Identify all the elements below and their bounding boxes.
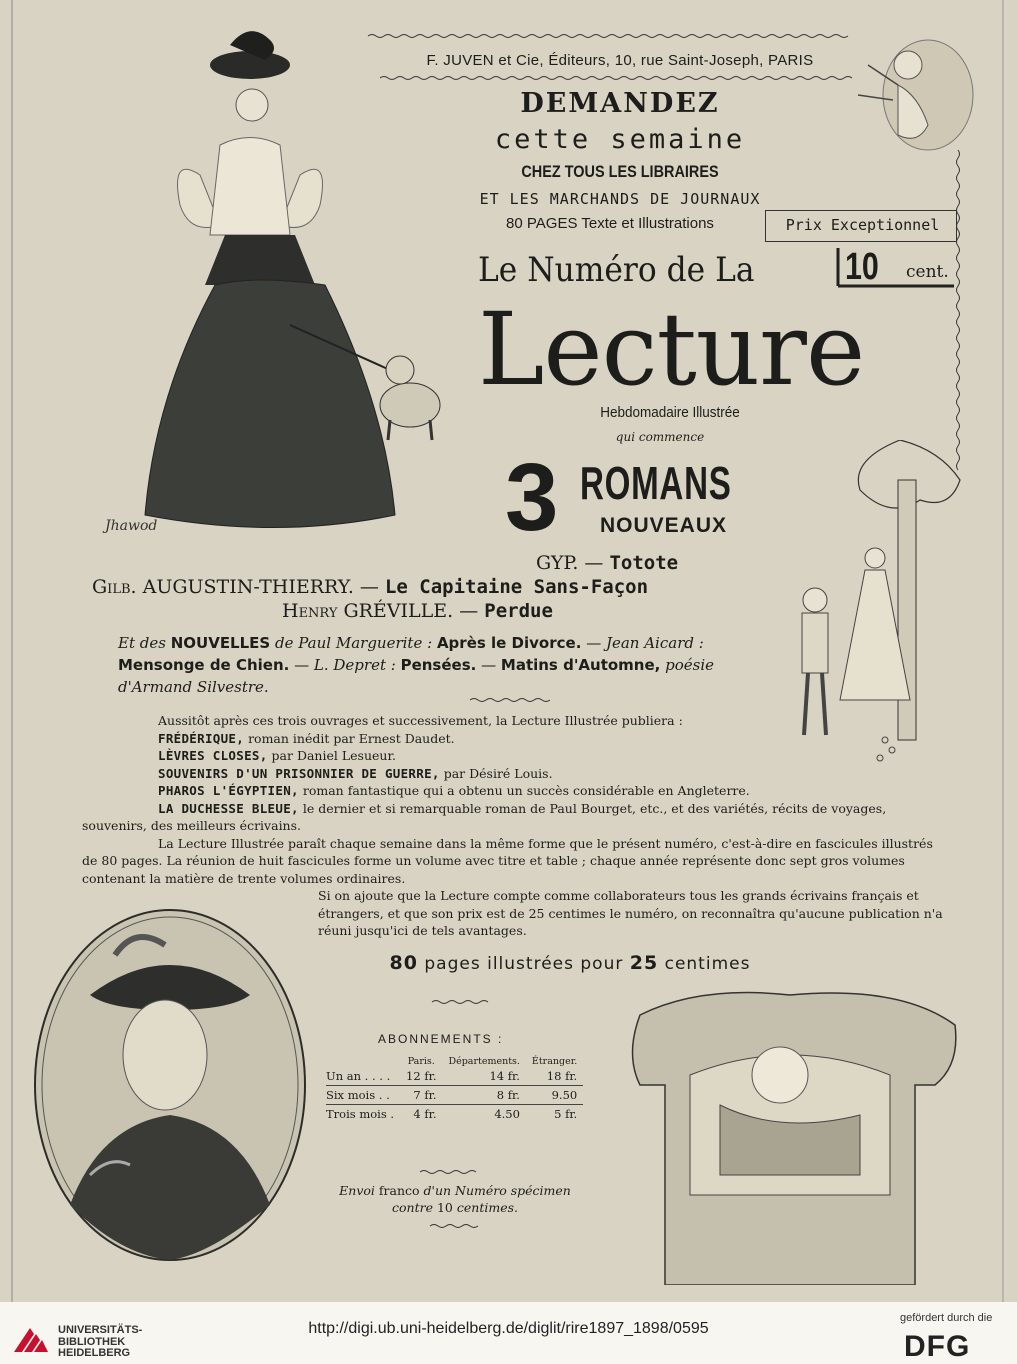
book-desc: par Daniel Lesueur. [271,748,397,763]
cell: 7 fr. [400,1086,442,1105]
eighty-end: centimes [664,954,751,974]
eighty-mid: pages illustrées pour [424,954,624,974]
cell: 4.50 [494,1107,520,1121]
nouvelle-title: Mensonge de Chien. [118,656,290,674]
nouvelles-paragraph [118,632,758,698]
uni-line: BIBLIOTHEK [58,1335,126,1348]
qui-commence: qui commence [615,430,705,444]
nouvelles-text: — Jean Aicard : [586,634,704,652]
book-title: LÈVRES CLOSES, [158,748,268,763]
demandez-heading: DEMANDEZ [520,88,720,119]
hebdomadaire-subtitle: Hebdomadaire Illustrée [600,404,740,421]
book-title: FRÉDÉRIQUE, [158,730,245,746]
cell: 5 fr. [554,1107,578,1121]
novel-title: Totote [609,552,679,574]
novel-greville [282,600,553,622]
novel-author: GRÉVILLE. [343,600,454,622]
cell: 12 fr. [400,1067,442,1086]
nouvelles-text: de Paul Marguerite : [275,634,433,652]
envoi-note [300,1182,610,1216]
envoi-text: Envoi [339,1183,375,1198]
lecture-title: Lecture [478,291,865,408]
novel-author: AUGUSTIN-THIERRY. [142,576,354,598]
dfg-logo: DFG [904,1330,971,1363]
book-desc: roman fantastique qui a obtenu un succès considérable en Angleterre. [302,783,750,798]
nouvelle-title: Pensées. [400,656,477,674]
cell: 4 fr. [413,1107,437,1121]
uni-line: UNIVERSITÄTS- [58,1324,143,1336]
novel-title: Le Capitaine Sans-Façon [384,576,649,598]
paragraph-3: Si on ajoute que la Lecture compte comme collaborateurs tous les grands écrivains français et étrangers, et que son prix est de 25 centimes le numéro, on reconnaîtra qu'aucune publication n'a réuni jusqu'ici de tels avantages. [318,888,943,938]
envoi-text: contre [392,1200,433,1215]
table-row [326,1105,583,1124]
book-item [82,730,944,748]
row-label: Trois mois . [326,1107,395,1121]
novel-dash: — [359,576,379,598]
envoi-amount: 10 [436,1200,453,1215]
intro-line: Aussitôt après ces trois ouvrages et successivement, la Lecture Illustrée publiera : [158,713,683,728]
table-header: Départements. [448,1056,520,1067]
book-item [82,765,944,783]
nouvelle-title: Matins d'Automne, [500,656,661,674]
numero-line: Le Numéro de La [478,250,755,290]
nouvelles-text: poésie d'Armand Silvestre. [118,656,715,696]
cell: 9.50 [526,1086,583,1105]
novel-dash: — [459,600,479,622]
nouvelle-title: Après le Divorce. [436,634,582,652]
novel-author: GYP. [536,552,579,574]
pages-count: 80 [389,952,418,974]
cell: 18 fr. [526,1067,583,1086]
gefoerdert-label: gefördert durch die [900,1312,993,1324]
book-item-duchesse [82,800,944,835]
chez-libraires: CHEZ TOUS LES LIBRAIRES [521,162,719,181]
abonnements-title: ABONNEMENTS : [378,1032,504,1046]
table-header: Étranger. [531,1056,578,1067]
envoi-franco: franco [378,1183,420,1198]
novel-dash: — [584,552,604,574]
nouvelles-text: — [481,656,497,674]
book-title: PHAROS L'ÉGYPTIEN, [158,783,299,798]
cell: 14 fr. [442,1067,525,1086]
novel-author-prefix: Gilb. [92,576,137,598]
body-text [82,712,944,940]
table-header [326,1056,400,1067]
book-item [82,782,944,800]
eighty-pages-line [330,952,810,974]
book-title: LA DUCHESSE BLEUE, [158,800,299,816]
three-number: 3 [505,444,559,551]
prix-exceptionnel-label: Prix Exceptionnel [785,216,940,234]
envoi-text: centimes. [456,1200,518,1215]
book-item [82,747,944,765]
paragraph-2: La Lecture Illustrée paraît chaque semaine dans la même forme que le présent numéro, c'est-à-dire en fascicules illustrés de 80 pages. La réunion de huit fascicules forme un volume avec titre et table ; chaque année représente donc sept gros volumes contenant la matière de trente volumes ordinaires. [82,835,933,886]
book-desc: par Désiré Louis. [443,765,553,781]
envoi-text: d'un Numéro spécimen [423,1183,571,1198]
book-title: SOUVENIRS D'UN PRISONNIER DE GUERRE, [158,765,440,781]
abonnements-table [326,1056,583,1123]
nouveaux-label: NOUVEAUX [600,514,728,537]
romans-label: ROMANS [580,457,732,509]
price-unit: cent. [906,262,949,282]
nouvelles-word: NOUVELLES [170,634,271,652]
novel-author-prefix: Henry [282,600,338,622]
table-header: Paris. [407,1056,435,1067]
portrait-oval-illustration [30,905,310,1265]
cell: 8 fr. [442,1086,525,1105]
book-desc: le dernier et si remarquable roman de Paul Bourget, etc., et des variétés, récits de voyages, souvenirs, des meilleurs écrivains. [82,800,887,833]
price-centimes: 25 [629,952,659,974]
svg-text:Jhawod: Jhawod [105,518,158,534]
novel-title: Perdue [484,600,553,622]
source-url-link[interactable]: http://digi.ub.uni-heidelberg.de/diglit/rire1897_1898/0595 [308,1320,709,1337]
baby-cradle-illustration [620,985,975,1285]
uni-line: HEIDELBERG [58,1347,131,1359]
price-value: 10 [845,246,879,288]
row-label: Six mois . . [326,1086,400,1105]
nouvelles-text: — L. Depret : [294,656,396,674]
table-row [326,1086,583,1105]
publisher-line: F. JUVEN et Cie, Éditeurs, 10, rue Saint-Joseph, PARIS [426,52,814,69]
marchands-journaux: ET LES MARCHANDS DE JOURNAUX [479,190,761,208]
pages-line: 80 PAGES Texte et Illustrations [506,215,714,232]
novel-augustin-thierry [92,576,648,598]
nouvelles-text: Et des [118,634,166,652]
table-row [326,1067,583,1086]
cette-semaine: cette semaine [494,124,746,155]
book-desc: roman inédit par Ernest Daudet. [248,730,455,746]
row-label: Un an . . . . [326,1067,400,1086]
novel-gyp [536,552,678,574]
